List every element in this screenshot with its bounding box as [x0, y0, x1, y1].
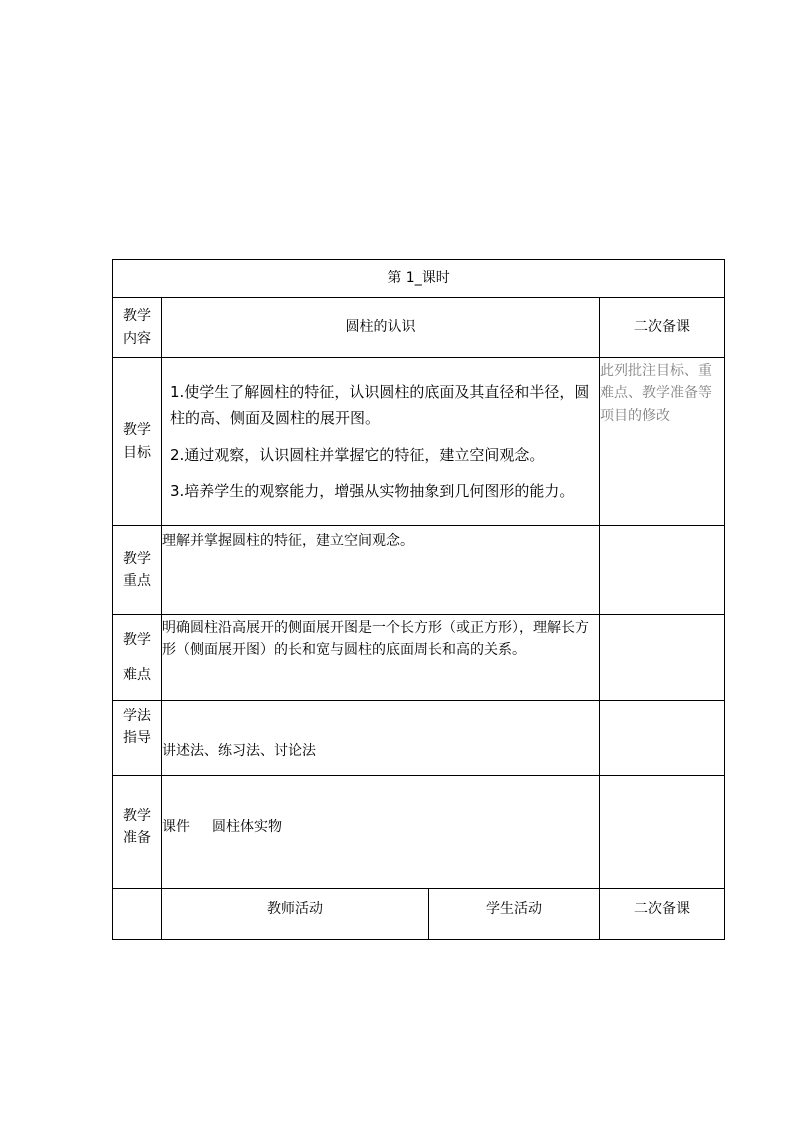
- content-label-line1: 教学: [123, 308, 151, 325]
- method-label: [113, 701, 162, 776]
- goal-item-1: 1.使学生了解圆柱的特征，认识圆柱的底面及其直径和半径，圆柱的高、侧面及圆柱的展开图。: [170, 383, 590, 428]
- method-revision-cell: [600, 701, 725, 776]
- content-row: [113, 298, 725, 358]
- preparation-revision-cell: [600, 776, 725, 889]
- preparation-value: [162, 776, 600, 889]
- preparation-row: [113, 776, 725, 889]
- content-label: [113, 298, 162, 358]
- teacher-activity-header: 教师活动: [162, 889, 429, 940]
- goal-item-2: 2.通过观察，认识圆柱并掌握它的特征，建立空间观念。: [170, 445, 545, 464]
- second-prep-header-bottom: 二次备课: [600, 889, 725, 940]
- content-label-line2: 内容: [123, 330, 151, 347]
- preparation-item-cylinder: 圆柱体实物: [212, 819, 282, 835]
- goals-label: [113, 358, 162, 526]
- content-value: 圆柱的认识: [162, 298, 600, 358]
- preparation-label-line1: 教学: [123, 807, 151, 824]
- key-points-row: [113, 526, 725, 615]
- second-prep-header: 二次备课: [600, 298, 725, 358]
- goals-label-line1: 教学: [123, 422, 151, 439]
- student-activity-header: 学生活动: [429, 889, 600, 940]
- lesson-number-row: [113, 260, 725, 298]
- goals-label-line2: 目标: [123, 444, 151, 461]
- goals-content: [162, 358, 600, 526]
- goal-item-3: 3.培养学生的观察能力，增强从实物抽象到几何图形的能力。: [170, 481, 575, 500]
- key-points-revision-cell: [600, 526, 725, 615]
- revision-note: 此列批注目标、重难点、教学准备等项目的修改: [600, 358, 725, 526]
- difficulties-label: [113, 615, 162, 701]
- difficulties-row: [113, 615, 725, 701]
- method-label-line2: 指导: [123, 730, 151, 747]
- goals-row: [113, 358, 725, 526]
- preparation-label-line2: 准备: [123, 830, 151, 846]
- difficulties-label-line2: 难点: [123, 666, 151, 683]
- key-points-label: [113, 526, 162, 615]
- method-value: 讲述法、练习法、讨论法: [162, 701, 600, 776]
- key-points-label-line1: 教学: [123, 550, 151, 567]
- key-points-value: 理解并掌握圆柱的特征，建立空间观念。: [162, 526, 600, 615]
- preparation-item-courseware: 课件: [162, 819, 190, 835]
- difficulties-value: 明确圆柱沿高展开的侧面展开图是一个长方形（或正方形），理解长方形（侧面展开图）的长和宽与圆柱的底面周长和高的关系。: [162, 615, 600, 701]
- lesson-number: 第 1_课时: [113, 260, 725, 298]
- activities-blank-cell: [113, 889, 162, 940]
- method-row: [113, 701, 725, 776]
- method-label-line1: 学法: [123, 708, 151, 724]
- activities-header-row: [113, 889, 725, 940]
- lesson-plan-table: [112, 259, 725, 940]
- difficulties-revision-cell: [600, 615, 725, 701]
- difficulties-label-line1: 教学: [123, 632, 151, 649]
- key-points-label-line2: 重点: [123, 573, 151, 589]
- preparation-label: [113, 776, 162, 889]
